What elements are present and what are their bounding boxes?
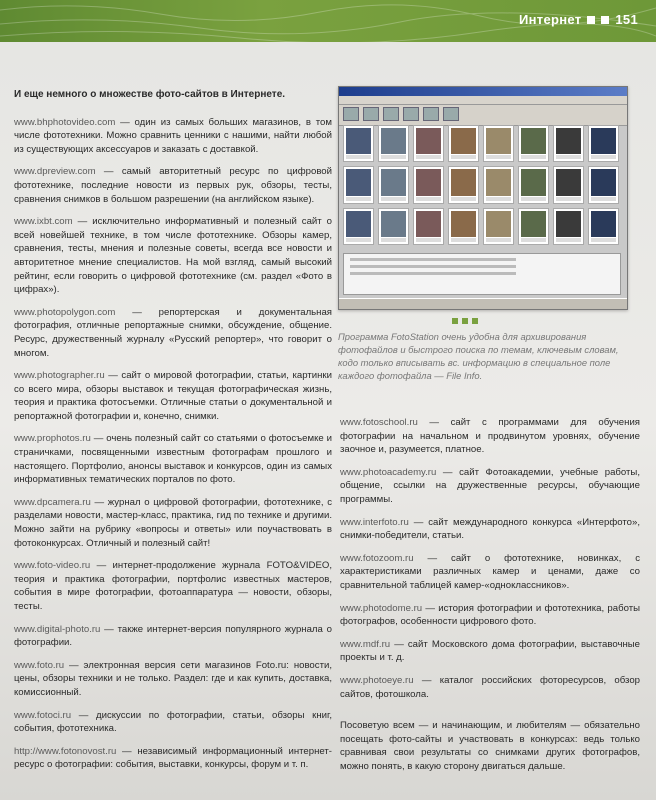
photo-thumbnail bbox=[448, 125, 479, 162]
site-description: — сайт с программами для обучения фотографии на начальном и продвинутом уровнях, обучение заочное и, разумеется, платное. bbox=[340, 417, 640, 456]
file-info-panel bbox=[343, 253, 621, 295]
site-description: — независимый информационный интернет-ресурс о фотографии: события, выставки, конкурсы, форум и т. п. bbox=[14, 745, 332, 771]
link-entry bbox=[14, 496, 332, 550]
photo-thumbnail bbox=[588, 166, 619, 203]
photo-thumbnail bbox=[378, 208, 409, 245]
photo-thumbnail bbox=[483, 208, 514, 245]
site-description: — дискуссии по фотографии, статьи, обзоры книг, события, фототехника. bbox=[14, 709, 332, 735]
photo-thumbnail bbox=[413, 125, 444, 162]
photo-thumbnail bbox=[518, 166, 549, 203]
right-link-list bbox=[340, 416, 640, 701]
site-url: www.fotoci.ru bbox=[14, 709, 72, 721]
photo-thumbnail bbox=[378, 125, 409, 162]
site-description: — сайт о мировой фотографии, статьи, картинки со всего мира, обзоры выставок и текущая фотографическая жизнь, теория и практика фотосъемки. Отличные статьи о документальной и репортажной фотографии и, конечно, снимки. bbox=[14, 370, 332, 422]
left-column bbox=[14, 88, 332, 781]
site-description: — каталог российских фоторесурсов, обзор сайтов, фотошкола. bbox=[340, 674, 640, 700]
site-url: www.foto-video.ru bbox=[14, 560, 91, 572]
site-url: http://www.fotonovost.ru bbox=[14, 745, 117, 757]
link-entry bbox=[340, 416, 640, 457]
photo-thumbnail bbox=[448, 166, 479, 203]
link-entry bbox=[340, 516, 640, 543]
site-description: — сайт международного конкурса «Интерфото», снимки-победители, статьи. bbox=[340, 516, 640, 542]
photo-thumbnail bbox=[448, 208, 479, 245]
site-description: — очень полезный сайт со статьями о фотосъемке и страничками, посвященными известным фотографам прошлого и настоящего. Портфолио, анонсы выставок и конкурсов, один из самых информативных тематических порталов по фото. bbox=[14, 433, 332, 486]
photo-thumbnail bbox=[413, 166, 444, 203]
link-entry bbox=[14, 659, 332, 700]
link-entry bbox=[14, 432, 332, 486]
site-description: — один из самых больших магазинов, в том числе фототехники. Можно сравнить ценники с нашими, найти любой из существующих аксессуаров и заказать с доставкой. bbox=[14, 116, 332, 155]
section-title: Интернет bbox=[518, 12, 582, 27]
photo-thumbnail bbox=[553, 166, 584, 203]
site-url: www.mdf.ru bbox=[340, 638, 391, 650]
site-url: www.photodome.ru bbox=[340, 602, 423, 614]
site-description: — сайт о фототехнике, новинках, с характеристиками различных камер и ценами, даже со сравнительной таблицей камер-«одноклассников». bbox=[340, 552, 640, 591]
window-titlebar bbox=[339, 87, 627, 96]
photo-thumbnail bbox=[413, 208, 444, 245]
page-number: 151 bbox=[615, 12, 638, 27]
closing-paragraph: Посоветую всем — и начинающим, и любителям — обязательно посещать фото-сайты и участвовать в конкурсах: ведь только сравнивая свои результаты со снимками других фотографов, можно понять, в какую сторону двигаться дальше. bbox=[340, 720, 640, 772]
site-url: www.photoeye.ru bbox=[340, 674, 414, 686]
link-entry bbox=[14, 369, 332, 423]
header-square-icon bbox=[587, 16, 595, 24]
link-entry bbox=[14, 165, 332, 206]
site-description: — история фотографии и фототехника, работы фотографов, особенности цифрового фото. bbox=[340, 602, 640, 628]
site-url: www.foto.ru bbox=[14, 659, 65, 671]
site-url: www.digital-photo.ru bbox=[14, 623, 101, 635]
photo-thumbnail bbox=[343, 125, 374, 162]
photo-thumbnail bbox=[553, 125, 584, 162]
window-taskbar bbox=[339, 298, 627, 309]
link-entry bbox=[14, 215, 332, 297]
photo-thumbnail bbox=[343, 166, 374, 203]
site-description: — журнал о цифровой фотографии, фототехнике, с разделами новости, мастер-класс, практика, гид по технике и другими. Можно зайти на рубрику «вопросы и ответы» или поучаствовать в фотоконкурсах. Отличный и полезный сайт! bbox=[14, 496, 332, 549]
fotostation-screenshot bbox=[338, 86, 628, 310]
site-description: — интернет-продолжение журнала FOTO&VIDEO, теория и практика фотографии, портфолис известных мастеров, события в мире фотографии, фотоаппаратура — новости, обзоры, тесты. bbox=[14, 560, 332, 612]
photo-thumbnail bbox=[553, 208, 584, 245]
link-entry bbox=[14, 623, 332, 650]
site-description: — репортерская и документальная фотография, отличные репортажные снимки, обсуждение, общение. Ресурс, дружественный журналу «Русский репортер», что говорит о многом. bbox=[14, 306, 332, 359]
link-entry bbox=[14, 559, 332, 613]
site-url: www.photopolygon.com bbox=[14, 306, 116, 318]
site-description: — электронная версия сети магазинов Foto.ru: новости, цены, обзоры техники и не только. Раздел: где и как купить, доставка, комиссионный. bbox=[14, 659, 332, 698]
thumbnail-grid bbox=[343, 125, 619, 245]
site-url: www.photoacademy.ru bbox=[340, 466, 437, 478]
site-url: www.prophotos.ru bbox=[14, 433, 91, 445]
site-url: www.ixbt.com bbox=[14, 216, 73, 228]
link-entry bbox=[340, 674, 640, 701]
link-entry bbox=[340, 602, 640, 629]
photo-thumbnail bbox=[483, 125, 514, 162]
intro-heading: И еще немного о множестве фото-сайтов в Интернете. bbox=[14, 89, 286, 100]
site-description: — сайт Московского дома фотографии, выставочные проекты и т. д. bbox=[340, 638, 640, 664]
right-column bbox=[340, 416, 640, 782]
link-entry bbox=[14, 116, 332, 157]
header-band bbox=[0, 0, 656, 42]
window-toolbar bbox=[339, 105, 627, 126]
figure-dots-icon bbox=[452, 318, 478, 324]
site-url: www.photographer.ru bbox=[14, 370, 105, 382]
photo-thumbnail bbox=[588, 208, 619, 245]
link-entry bbox=[340, 552, 640, 593]
site-description: — исключительно информативный и полезный сайт о всей новейшей технике, в том числе фототехнике. Обзоры камер, сравнения, тесты, мнения и полезные советы, всегда все новости и авторитетное мнение специалистов. На мой взгляд, самый высокий рейтинг, если говорить о цифровой фототехнике (см. раздел «Фото в цифрах»). bbox=[14, 216, 332, 296]
photo-thumbnail bbox=[588, 125, 619, 162]
header-square-icon bbox=[601, 16, 609, 24]
left-link-list bbox=[14, 116, 332, 772]
photo-thumbnail bbox=[518, 125, 549, 162]
link-entry bbox=[340, 466, 640, 507]
link-entry bbox=[14, 306, 332, 360]
link-entry bbox=[340, 638, 640, 665]
site-url: www.dpreview.com bbox=[14, 166, 96, 178]
site-description: — также интернет-версия популярного журнала о фотографии. bbox=[14, 623, 332, 649]
running-header bbox=[519, 12, 638, 27]
site-url: www.dpcamera.ru bbox=[14, 496, 91, 508]
site-url: www.fotozoom.ru bbox=[340, 552, 414, 564]
site-url: www.bhphotovideo.com bbox=[14, 116, 116, 128]
photo-thumbnail bbox=[343, 208, 374, 245]
figure-caption: Программа FotoStation очень удобна для архивирования фотофайлов и быстрого поиска по темам, ключевым словам, кодо только вписывать вс. информацию в специальное поле каждого фотофайла — File Info. bbox=[338, 331, 619, 381]
photo-thumbnail bbox=[483, 166, 514, 203]
photo-thumbnail bbox=[378, 166, 409, 203]
photo-thumbnail bbox=[518, 208, 549, 245]
link-entry bbox=[14, 745, 332, 772]
site-description: — самый авторитетный ресурс по цифровой фототехнике, последние новости из первых рук, обзоры, тесты, сравнения снимков в большом разрешении (на английском языке). bbox=[14, 166, 332, 205]
window-menubar bbox=[339, 96, 627, 105]
site-url: www.fotoschool.ru bbox=[340, 417, 418, 428]
site-url: www.interfoto.ru bbox=[340, 516, 409, 528]
link-entry bbox=[14, 709, 332, 736]
site-description: — сайт Фотоакадемии, учебные работы, общение, ссылки на дружественные ресурсы, обучающие программы. bbox=[340, 466, 640, 505]
